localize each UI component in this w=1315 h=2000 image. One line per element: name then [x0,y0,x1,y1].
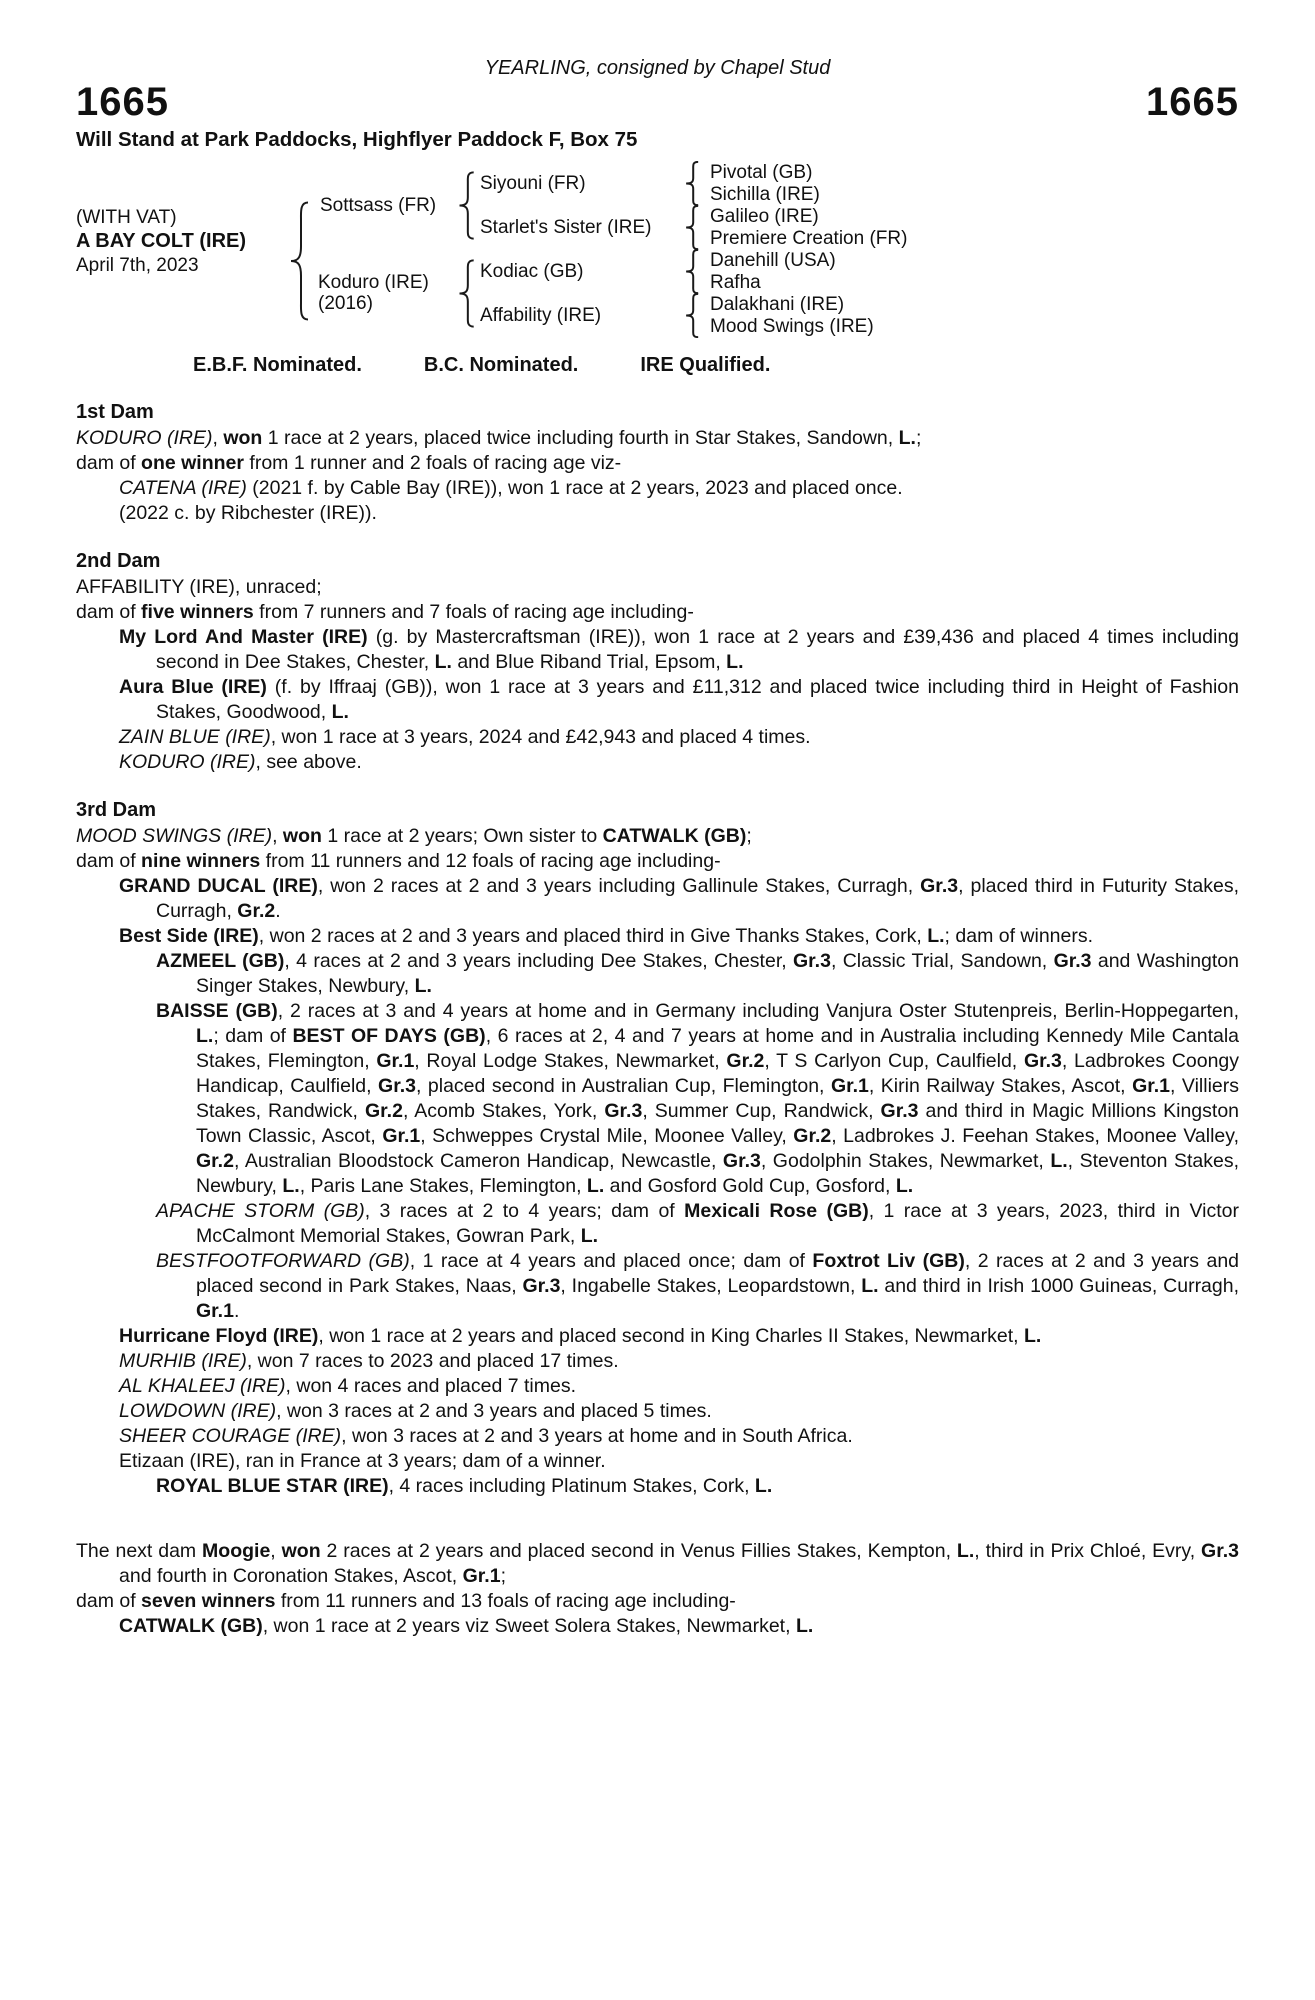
ebf-nominated-label: E.B.F. Nominated. [193,354,362,376]
pedigree-gp-6: Rafha [710,272,761,293]
dam-section-1 [76,401,1239,526]
brace-gp-1 [684,161,701,206]
dam-heading: 3rd Dam [76,799,157,821]
catalogue-paragraph: dam of nine winners from 11 runners and 12 foals of racing age including- [76,850,721,872]
pedigree-gp-1: Pivotal (GB) [710,162,813,183]
catalogue-paragraph: KODURO (IRE), won 1 race at 2 years, placed twice including fourth in Star Stakes, Sandown, L.; [76,427,922,449]
catalogue-paragraph: MURHIB (IRE), won 7 races to 2023 and placed 17 times. [119,1350,619,1372]
catalogue-paragraph: Best Side (IRE), won 2 races at 2 and 3 years and placed third in Give Thanks Stakes, Cork, L.; dam of winners. [119,925,1094,947]
pedigree-gp-8: Mood Swings (IRE) [710,316,874,337]
catalogue-paragraph: BESTFOOTFORWARD (GB), 1 race at 4 years and placed once; dam of Foxtrot Liv (GB), 2 races at 2 and 3 years and placed second in Park Stakes, Naas, Gr.3, Ingabelle Stakes, Leopardstown, L. and third in Irish 1000 Guineas, Curragh, Gr.1. [156,1250,1240,1322]
pedigree-gp-4: Premiere Creation (FR) [710,228,908,249]
catalogue-paragraph: dam of five winners from 7 runners and 7 foals of racing age including- [76,601,694,623]
catalogue-paragraph: Aura Blue (IRE) (f. by Iffraaj (GB)), won 1 race at 3 years and £11,312 and placed twice including third in Height of Fashion Stakes, Goodwood, L. [119,676,1239,723]
brace-gp-2 [684,205,701,250]
nominations-row [193,354,1239,377]
brace-gp-4 [684,293,701,338]
brace-main [288,200,312,322]
colt-name: A BAY COLT (IRE) [76,230,247,252]
dam-section-3 [76,799,1239,1499]
pedigree-dam-dam: Affability (IRE) [480,305,602,326]
catalogue-paragraph: Etizaan (IRE), ran in France at 3 years; dam of a winner. [119,1450,606,1472]
brace-sire-parents [457,171,477,240]
catalogue-paragraph: APACHE STORM (GB), 3 races at 2 to 4 years; dam of Mexicali Rose (GB), 1 race at 3 years, 2023, third in Victor McCalmont Memorial Stakes, Gowran Park, L. [156,1200,1239,1247]
catalogue-paragraph: GRAND DUCAL (IRE), won 2 races at 2 and 3 years including Gallinule Stakes, Curragh, Gr.3, placed third in Futurity Stakes, Curragh, Gr.2. [119,875,1239,922]
catalogue-paragraph: SHEER COURAGE (IRE), won 3 races at 2 and 3 years at home and in South Africa. [119,1425,853,1447]
pedigree-gp-3: Galileo (IRE) [710,206,819,227]
catalogue-paragraph: My Lord And Master (IRE) (g. by Mastercraftsman (IRE)), won 1 race at 2 years and £39,436 and placed 4 times including second in Dee Stakes, Chester, L. and Blue Riband Trial, Epsom, L. [119,626,1240,673]
with-vat-label: (WITH VAT) [76,207,177,228]
pedigree-sire-sire: Siyouni (FR) [480,173,586,194]
dam-heading: 1st Dam [76,401,154,423]
bc-nominated-label: B.C. Nominated. [423,354,579,376]
brace-dam-parents [457,259,477,328]
pedigree-dam-sire: Kodiac (GB) [480,261,584,282]
catalogue-paragraph: dam of seven winners from 11 runners and 13 foals of racing age including- [76,1590,736,1612]
catalogue-paragraph: LOWDOWN (IRE), won 3 races at 2 and 3 years and placed 5 times. [119,1400,712,1422]
pedigree-gp-2: Sichilla (IRE) [710,184,820,205]
consignor-line: YEARLING, consigned by Chapel Stud [484,57,831,79]
catalogue-paragraph: BAISSE (GB), 2 races at 3 and 4 years at home and in Germany including Vanjura Oster Stutenpreis, Berlin-Hoppegarten, L.; dam of BEST OF DAYS (GB), 6 races at 2, 4 and 7 years at home and in Australia including Kennedy Mile Cantala Stakes, Flemington, Gr.1, Royal Lodge Stakes, Newmarket, Gr.2, T S Carlyon Cup, Caulfield, Gr.3, Ladbrokes Coongy Handicap, Caulfield, Gr.3, placed second in Australian Cup, Flemington, Gr.1, Kirin Railway Stakes, Ascot, Gr.1, Villiers Stakes, Randwick, Gr.2, Acomb Stakes, York, Gr.3, Summer Cup, Randwick, Gr.3 and third in Magic Millions Kingston Town Classic, Ascot, Gr.1, Schweppes Crystal Mile, Moonee Valley, Gr.2, Ladbrokes J. Feehan Stakes, Moonee Valley, Gr.2, Australian Bloodstock Cameron Handicap, Newcastle, Gr.3, Godolphin Stakes, Newmarket, L., Steventon Stakes, Newbury, L., Paris Lane Stakes, Flemington, L. and Gosford Gold Cup, Gosford, L. [156,1000,1240,1197]
dam-section-2 [76,550,1239,775]
catalogue-paragraph: ZAIN BLUE (IRE), won 1 race at 3 years, 2024 and £42,943 and placed 4 times. [119,726,811,748]
catalogue-paragraph: CATENA (IRE) (2021 f. by Cable Bay (IRE)), won 1 race at 2 years, 2023 and placed once. [119,477,903,499]
pedigree-dam-name: Koduro (IRE) [318,272,429,293]
dam-section-4 [76,1539,1239,1639]
catalogue-paragraph: KODURO (IRE), see above. [119,751,362,773]
catalogue-paragraph: The next dam Moogie, won 2 races at 2 years and placed second in Venus Fillies Stakes, Kempton, L., third in Prix Chloé, Evry, Gr.3 and fourth in Coronation Stakes, Ascot, Gr.1; [76,1540,1239,1587]
ire-qualified-label: IRE Qualified. [640,354,771,376]
catalogue-paragraph: CATWALK (GB), won 1 race at 2 years viz Sweet Solera Stakes, Newmarket, L. [119,1615,814,1637]
lot-number-right: 1665 [1146,80,1239,124]
catalogue-paragraph: ROYAL BLUE STAR (IRE), 4 races including Platinum Stakes, Cork, L. [156,1475,773,1497]
stand-location-line: Will Stand at Park Paddocks, Highflyer Paddock F, Box 75 [76,128,638,151]
pedigree-tree [76,160,1239,344]
pedigree-sire: Sottsass (FR) [320,195,437,216]
pedigree-dam-year: (2016) [318,293,373,314]
catalogue-paragraph: AZMEEL (GB), 4 races at 2 and 3 years including Dee Stakes, Chester, Gr.3, Classic Trial, Sandown, Gr.3 and Washington Singer Stakes, Newbury, L. [156,950,1240,997]
catalogue-paragraph: AL KHALEEJ (IRE), won 4 races and placed 7 times. [119,1375,577,1397]
pedigree-text-sections [76,401,1239,1639]
pedigree-dam [318,272,429,314]
lot-number-left: 1665 [76,80,169,124]
foal-date: April 7th, 2023 [76,255,199,276]
dam-heading: 2nd Dam [76,550,161,572]
brace-gp-3 [684,249,701,294]
catalogue-paragraph: dam of one winner from 1 runner and 2 foals of racing age viz- [76,452,622,474]
catalogue-paragraph: (2022 c. by Ribchester (IRE)). [119,502,377,524]
catalogue-paragraph: MOOD SWINGS (IRE), won 1 race at 2 years; Own sister to CATWALK (GB); [76,825,752,847]
pedigree-gp-5: Danehill (USA) [710,250,836,271]
catalogue-paragraph: Hurricane Floyd (IRE), won 1 race at 2 years and placed second in King Charles II Stakes, Newmarket, L. [119,1325,1042,1347]
pedigree-sire-dam: Starlet's Sister (IRE) [480,217,652,238]
pedigree-gp-7: Dalakhani (IRE) [710,294,845,315]
catalogue-paragraph: AFFABILITY (IRE), unraced; [76,576,322,598]
lot-number-row [76,82,1239,122]
